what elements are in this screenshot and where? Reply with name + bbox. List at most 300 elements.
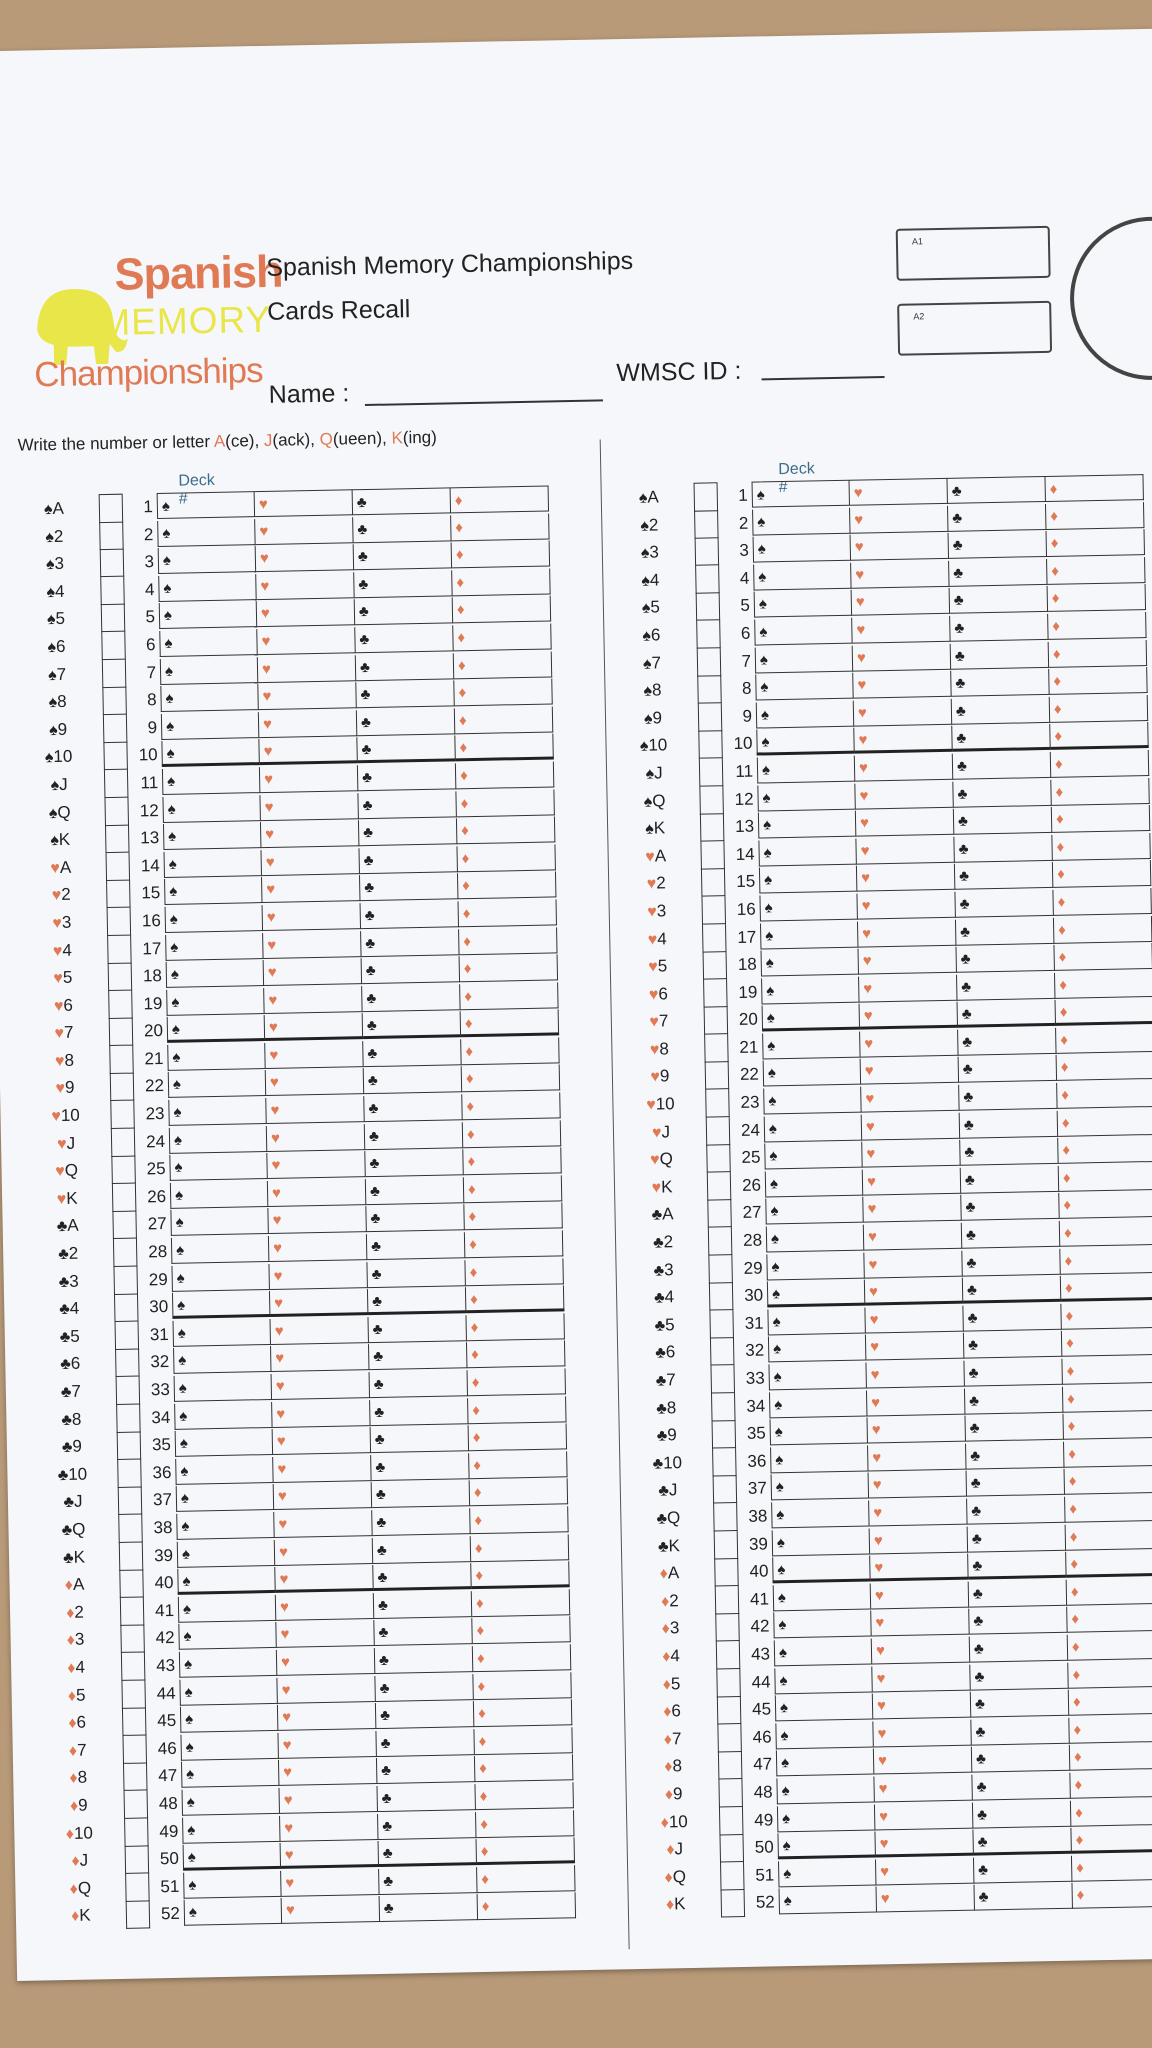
- answer-cell[interactable]: [757, 756, 855, 784]
- answer-cell[interactable]: [873, 1719, 971, 1747]
- answer-cell[interactable]: [257, 600, 355, 628]
- check-box[interactable]: [115, 1321, 140, 1349]
- answer-cell[interactable]: [777, 1832, 875, 1860]
- name-field[interactable]: [365, 399, 603, 406]
- answer-cell[interactable]: [1060, 1247, 1152, 1275]
- answer-cell[interactable]: [947, 476, 1045, 504]
- answer-cell[interactable]: [264, 958, 362, 986]
- answer-cell[interactable]: [853, 671, 951, 699]
- check-box[interactable]: [121, 1652, 146, 1680]
- answer-cell[interactable]: [471, 1534, 569, 1562]
- answer-cell[interactable]: [1065, 1467, 1152, 1495]
- answer-cell[interactable]: [359, 846, 457, 874]
- check-box[interactable]: [118, 1514, 143, 1542]
- answer-cell[interactable]: [873, 1692, 971, 1720]
- check-box[interactable]: [715, 1586, 740, 1614]
- check-box[interactable]: [719, 1834, 744, 1862]
- answer-cell[interactable]: [950, 586, 1048, 614]
- answer-cell[interactable]: [459, 927, 557, 955]
- check-box[interactable]: [703, 951, 728, 979]
- check-box[interactable]: [126, 1901, 151, 1929]
- answer-cell[interactable]: [256, 544, 354, 572]
- answer-cell[interactable]: [968, 1552, 1066, 1580]
- answer-cell[interactable]: [872, 1637, 970, 1665]
- answer-cell[interactable]: [263, 903, 361, 931]
- answer-cell[interactable]: [159, 629, 257, 657]
- answer-cell[interactable]: [457, 844, 555, 872]
- answer-cell[interactable]: [182, 1815, 280, 1843]
- answer-cell[interactable]: [864, 1223, 962, 1251]
- answer-cell[interactable]: [278, 1703, 376, 1731]
- answer-cell[interactable]: [861, 1085, 959, 1113]
- answer-cell[interactable]: [1070, 1743, 1152, 1771]
- answer-cell[interactable]: [1061, 1302, 1152, 1330]
- check-box[interactable]: [99, 521, 124, 549]
- check-box[interactable]: [106, 880, 131, 908]
- answer-cell[interactable]: [969, 1579, 1067, 1607]
- answer-cell[interactable]: [268, 1179, 366, 1207]
- answer-cell[interactable]: [858, 919, 956, 947]
- answer-cell[interactable]: [762, 1004, 860, 1032]
- answer-cell[interactable]: [273, 1427, 371, 1455]
- answer-cell[interactable]: [1072, 1881, 1152, 1909]
- answer-cell[interactable]: [951, 669, 1049, 697]
- answer-cell[interactable]: [963, 1276, 1061, 1304]
- answer-cell[interactable]: [876, 1857, 974, 1885]
- answer-cell[interactable]: [972, 1773, 1070, 1801]
- answer-cell[interactable]: [358, 763, 456, 791]
- answer-cell[interactable]: [262, 875, 360, 903]
- answer-cell[interactable]: [1057, 1053, 1152, 1081]
- answer-cell[interactable]: [865, 1305, 963, 1333]
- answer-cell[interactable]: [374, 1619, 472, 1647]
- answer-cell[interactable]: [160, 657, 258, 685]
- check-box[interactable]: [706, 1144, 731, 1172]
- answer-cell[interactable]: [280, 1814, 378, 1842]
- answer-cell[interactable]: [465, 1258, 563, 1286]
- answer-cell[interactable]: [853, 643, 951, 671]
- answer-cell[interactable]: [266, 1096, 364, 1124]
- answer-cell[interactable]: [776, 1749, 874, 1777]
- answer-cell[interactable]: [460, 955, 558, 983]
- check-box[interactable]: [111, 1128, 136, 1156]
- check-box[interactable]: [713, 1475, 738, 1503]
- answer-cell[interactable]: [474, 1699, 572, 1727]
- answer-cell[interactable]: [851, 561, 949, 589]
- answer-cell[interactable]: [260, 793, 358, 821]
- answer-cell[interactable]: [1069, 1716, 1152, 1744]
- answer-cell[interactable]: [161, 739, 259, 767]
- answer-cell[interactable]: [852, 616, 950, 644]
- answer-cell[interactable]: [179, 1650, 277, 1678]
- answer-cell[interactable]: [758, 838, 856, 866]
- answer-cell[interactable]: [1046, 502, 1144, 530]
- answer-cell[interactable]: [752, 507, 850, 535]
- answer-cell[interactable]: [1071, 1798, 1152, 1826]
- answer-cell[interactable]: [849, 478, 947, 506]
- answer-cell[interactable]: [952, 724, 1050, 752]
- answer-cell[interactable]: [1071, 1826, 1152, 1854]
- answer-cell[interactable]: [764, 1142, 862, 1170]
- check-box[interactable]: [121, 1680, 146, 1708]
- check-box[interactable]: [113, 1239, 138, 1267]
- check-box[interactable]: [697, 675, 722, 703]
- answer-cell[interactable]: [359, 818, 457, 846]
- answer-cell[interactable]: [1064, 1440, 1152, 1468]
- answer-cell[interactable]: [183, 1871, 281, 1899]
- answer-cell[interactable]: [955, 890, 1053, 918]
- check-box[interactable]: [708, 1255, 733, 1283]
- answer-cell[interactable]: [754, 590, 852, 618]
- check-box[interactable]: [720, 1862, 745, 1890]
- answer-cell[interactable]: [967, 1497, 1065, 1525]
- check-box[interactable]: [107, 908, 132, 936]
- answer-cell[interactable]: [459, 899, 557, 927]
- answer-cell[interactable]: [159, 601, 257, 629]
- check-box[interactable]: [698, 731, 723, 759]
- answer-cell[interactable]: [455, 734, 553, 762]
- answer-cell[interactable]: [866, 1333, 964, 1361]
- answer-cell[interactable]: [956, 945, 1054, 973]
- check-box[interactable]: [701, 868, 726, 896]
- check-box[interactable]: [705, 1062, 730, 1090]
- answer-cell[interactable]: [353, 487, 451, 515]
- check-box[interactable]: [122, 1735, 147, 1763]
- answer-cell[interactable]: [974, 1855, 1072, 1883]
- answer-cell[interactable]: [367, 1260, 465, 1288]
- answer-cell[interactable]: [865, 1278, 963, 1306]
- check-box[interactable]: [704, 1034, 729, 1062]
- answer-cell[interactable]: [467, 1341, 565, 1369]
- answer-cell[interactable]: [265, 1041, 363, 1069]
- answer-cell[interactable]: [275, 1538, 373, 1566]
- answer-cell[interactable]: [949, 531, 1047, 559]
- answer-cell[interactable]: [370, 1398, 468, 1426]
- check-box[interactable]: [123, 1763, 148, 1791]
- answer-cell[interactable]: [1056, 1026, 1152, 1054]
- answer-cell[interactable]: [761, 949, 859, 977]
- answer-cell[interactable]: [1049, 640, 1147, 668]
- answer-cell[interactable]: [948, 504, 1046, 532]
- answer-cell[interactable]: [1061, 1274, 1152, 1302]
- check-box[interactable]: [114, 1294, 139, 1322]
- answer-cell[interactable]: [355, 625, 453, 653]
- answer-cell[interactable]: [168, 1098, 266, 1126]
- answer-cell[interactable]: [851, 533, 949, 561]
- check-box[interactable]: [702, 924, 727, 952]
- answer-cell[interactable]: [1066, 1550, 1152, 1578]
- answer-cell[interactable]: [368, 1287, 466, 1315]
- answer-cell[interactable]: [377, 1756, 475, 1784]
- answer-cell[interactable]: [363, 1039, 461, 1067]
- answer-cell[interactable]: [1057, 1081, 1152, 1109]
- answer-cell[interactable]: [165, 933, 263, 961]
- answer-cell[interactable]: [753, 535, 851, 563]
- answer-cell[interactable]: [856, 836, 954, 864]
- answer-cell[interactable]: [469, 1451, 567, 1479]
- answer-cell[interactable]: [1052, 833, 1150, 861]
- answer-cell[interactable]: [471, 1561, 569, 1589]
- answer-cell[interactable]: [360, 874, 458, 902]
- check-box[interactable]: [715, 1613, 740, 1641]
- answer-cell[interactable]: [362, 984, 460, 1012]
- answer-cell[interactable]: [760, 921, 858, 949]
- answer-cell[interactable]: [472, 1589, 570, 1617]
- answer-cell[interactable]: [962, 1221, 1060, 1249]
- answer-cell[interactable]: [756, 728, 854, 756]
- answer-cell[interactable]: [278, 1731, 376, 1759]
- check-box[interactable]: [115, 1349, 140, 1377]
- check-box[interactable]: [125, 1846, 150, 1874]
- check-box[interactable]: [695, 565, 720, 593]
- check-box[interactable]: [706, 1117, 731, 1145]
- answer-cell[interactable]: [358, 791, 456, 819]
- answer-cell[interactable]: [356, 653, 454, 681]
- answer-cell[interactable]: [171, 1236, 269, 1264]
- check-box[interactable]: [117, 1432, 142, 1460]
- check-box[interactable]: [719, 1807, 744, 1835]
- answer-cell[interactable]: [858, 947, 956, 975]
- answer-cell[interactable]: [759, 866, 857, 894]
- answer-cell[interactable]: [954, 807, 1052, 835]
- answer-cell[interactable]: [763, 1087, 861, 1115]
- answer-cell[interactable]: [272, 1400, 370, 1428]
- answer-cell[interactable]: [1062, 1329, 1152, 1357]
- answer-cell[interactable]: [1060, 1219, 1152, 1247]
- answer-cell[interactable]: [263, 931, 361, 959]
- answer-cell[interactable]: [875, 1830, 973, 1858]
- answer-cell[interactable]: [765, 1197, 863, 1225]
- check-box[interactable]: [109, 1045, 134, 1073]
- answer-cell[interactable]: [267, 1124, 365, 1152]
- answer-cell[interactable]: [959, 1083, 1057, 1111]
- answer-cell[interactable]: [766, 1252, 864, 1280]
- answer-cell[interactable]: [468, 1368, 566, 1396]
- answer-cell[interactable]: [258, 655, 356, 683]
- answer-cell[interactable]: [453, 596, 551, 624]
- answer-cell[interactable]: [379, 1867, 477, 1895]
- answer-cell[interactable]: [365, 1122, 463, 1150]
- answer-cell[interactable]: [167, 1015, 265, 1043]
- answer-cell[interactable]: [960, 1138, 1058, 1166]
- answer-cell[interactable]: [281, 1841, 379, 1869]
- answer-cell[interactable]: [478, 1893, 576, 1921]
- answer-cell[interactable]: [765, 1169, 863, 1197]
- answer-cell[interactable]: [759, 894, 857, 922]
- check-box[interactable]: [101, 632, 126, 660]
- answer-cell[interactable]: [1054, 915, 1152, 943]
- answer-cell[interactable]: [157, 491, 255, 519]
- answer-cell[interactable]: [470, 1479, 568, 1507]
- answer-cell[interactable]: [871, 1609, 969, 1637]
- check-box[interactable]: [718, 1751, 743, 1779]
- answer-cell[interactable]: [1066, 1522, 1152, 1550]
- check-box[interactable]: [120, 1597, 145, 1625]
- answer-cell[interactable]: [1058, 1109, 1152, 1137]
- answer-cell[interactable]: [960, 1110, 1058, 1138]
- answer-cell[interactable]: [868, 1443, 966, 1471]
- answer-cell[interactable]: [364, 1094, 462, 1122]
- answer-cell[interactable]: [776, 1776, 874, 1804]
- answer-cell[interactable]: [361, 929, 459, 957]
- check-box[interactable]: [704, 1006, 729, 1034]
- answer-cell[interactable]: [364, 1067, 462, 1095]
- answer-cell[interactable]: [1048, 584, 1146, 612]
- answer-cell[interactable]: [767, 1280, 865, 1308]
- answer-cell[interactable]: [968, 1524, 1066, 1552]
- answer-cell[interactable]: [850, 505, 948, 533]
- answer-cell[interactable]: [173, 1346, 271, 1374]
- answer-cell[interactable]: [974, 1883, 1072, 1911]
- answer-cell[interactable]: [175, 1429, 273, 1457]
- answer-cell[interactable]: [954, 835, 1052, 863]
- answer-cell[interactable]: [265, 1013, 363, 1041]
- answer-cell[interactable]: [773, 1611, 871, 1639]
- check-box[interactable]: [710, 1337, 735, 1365]
- answer-cell[interactable]: [178, 1622, 276, 1650]
- check-box[interactable]: [694, 510, 719, 538]
- answer-cell[interactable]: [871, 1581, 969, 1609]
- check-box[interactable]: [694, 482, 719, 511]
- answer-cell[interactable]: [260, 765, 358, 793]
- total-score-circle[interactable]: [1069, 215, 1152, 381]
- answer-cell[interactable]: [755, 673, 853, 701]
- answer-cell[interactable]: [870, 1526, 968, 1554]
- answer-cell[interactable]: [950, 614, 1048, 642]
- answer-cell[interactable]: [473, 1644, 571, 1672]
- answer-cell[interactable]: [1049, 667, 1147, 695]
- answer-cell[interactable]: [372, 1508, 470, 1536]
- answer-cell[interactable]: [755, 645, 853, 673]
- answer-cell[interactable]: [855, 754, 953, 782]
- check-box[interactable]: [124, 1790, 149, 1818]
- answer-cell[interactable]: [855, 781, 953, 809]
- answer-cell[interactable]: [371, 1453, 469, 1481]
- answer-cell[interactable]: [771, 1473, 869, 1501]
- answer-cell[interactable]: [1056, 998, 1152, 1026]
- answer-cell[interactable]: [279, 1786, 377, 1814]
- answer-cell[interactable]: [363, 1012, 461, 1040]
- answer-cell[interactable]: [1070, 1771, 1152, 1799]
- answer-cell[interactable]: [457, 817, 555, 845]
- answer-cell[interactable]: [775, 1721, 873, 1749]
- answer-cell[interactable]: [463, 1120, 561, 1148]
- answer-cell[interactable]: [160, 684, 258, 712]
- answer-cell[interactable]: [267, 1151, 365, 1179]
- answer-cell[interactable]: [366, 1205, 464, 1233]
- answer-cell[interactable]: [957, 973, 1055, 1001]
- answer-cell[interactable]: [379, 1839, 477, 1867]
- answer-cell[interactable]: [184, 1898, 282, 1926]
- check-box[interactable]: [116, 1404, 141, 1432]
- check-box[interactable]: [110, 1073, 135, 1101]
- check-box[interactable]: [120, 1625, 145, 1653]
- answer-cell[interactable]: [953, 779, 1051, 807]
- answer-cell[interactable]: [460, 982, 558, 1010]
- answer-cell[interactable]: [874, 1747, 972, 1775]
- answer-cell[interactable]: [862, 1140, 960, 1168]
- answer-cell[interactable]: [958, 1028, 1056, 1056]
- answer-cell[interactable]: [463, 1148, 561, 1176]
- answer-cell[interactable]: [261, 820, 359, 848]
- check-box[interactable]: [712, 1420, 737, 1448]
- check-box[interactable]: [104, 770, 129, 798]
- check-box[interactable]: [710, 1365, 735, 1393]
- check-box[interactable]: [716, 1641, 741, 1669]
- answer-cell[interactable]: [1045, 474, 1143, 502]
- check-box[interactable]: [113, 1266, 138, 1294]
- check-box[interactable]: [709, 1282, 734, 1310]
- answer-cell[interactable]: [175, 1457, 273, 1485]
- answer-cell[interactable]: [355, 598, 453, 626]
- answer-cell[interactable]: [863, 1195, 961, 1223]
- check-box[interactable]: [119, 1570, 144, 1598]
- answer-cell[interactable]: [475, 1782, 573, 1810]
- answer-cell[interactable]: [961, 1193, 1059, 1221]
- check-box[interactable]: [108, 990, 133, 1018]
- check-box[interactable]: [103, 714, 128, 742]
- answer-cell[interactable]: [180, 1705, 278, 1733]
- score-box-a2[interactable]: [897, 301, 1052, 356]
- answer-cell[interactable]: [276, 1593, 374, 1621]
- answer-cell[interactable]: [452, 568, 550, 596]
- answer-cell[interactable]: [372, 1481, 470, 1509]
- answer-cell[interactable]: [454, 679, 552, 707]
- check-box[interactable]: [102, 687, 127, 715]
- answer-cell[interactable]: [1059, 1191, 1152, 1219]
- answer-cell[interactable]: [170, 1181, 268, 1209]
- answer-cell[interactable]: [266, 1069, 364, 1097]
- check-box[interactable]: [696, 593, 721, 621]
- answer-cell[interactable]: [361, 901, 459, 929]
- answer-cell[interactable]: [357, 708, 455, 736]
- answer-cell[interactable]: [770, 1445, 868, 1473]
- answer-cell[interactable]: [868, 1416, 966, 1444]
- answer-cell[interactable]: [179, 1677, 277, 1705]
- answer-cell[interactable]: [275, 1565, 373, 1593]
- score-box-a1[interactable]: [896, 226, 1051, 281]
- check-box[interactable]: [699, 786, 724, 814]
- answer-cell[interactable]: [949, 559, 1047, 587]
- answer-cell[interactable]: [1067, 1605, 1152, 1633]
- answer-cell[interactable]: [763, 1059, 861, 1087]
- answer-cell[interactable]: [380, 1894, 478, 1922]
- check-box[interactable]: [709, 1310, 734, 1338]
- answer-cell[interactable]: [861, 1057, 959, 1085]
- answer-cell[interactable]: [171, 1264, 269, 1292]
- answer-cell[interactable]: [180, 1733, 278, 1761]
- check-box[interactable]: [708, 1227, 733, 1255]
- answer-cell[interactable]: [1063, 1384, 1152, 1412]
- answer-cell[interactable]: [961, 1166, 1059, 1194]
- answer-cell[interactable]: [973, 1800, 1071, 1828]
- answer-cell[interactable]: [181, 1760, 279, 1788]
- answer-cell[interactable]: [1050, 722, 1148, 750]
- check-box[interactable]: [104, 797, 129, 825]
- answer-cell[interactable]: [461, 1010, 559, 1038]
- answer-cell[interactable]: [774, 1666, 872, 1694]
- answer-cell[interactable]: [1054, 943, 1152, 971]
- answer-cell[interactable]: [969, 1607, 1067, 1635]
- answer-cell[interactable]: [774, 1638, 872, 1666]
- check-box[interactable]: [717, 1696, 742, 1724]
- answer-cell[interactable]: [158, 574, 256, 602]
- answer-cell[interactable]: [362, 956, 460, 984]
- answer-cell[interactable]: [772, 1528, 870, 1556]
- check-box[interactable]: [698, 703, 723, 731]
- answer-cell[interactable]: [261, 848, 359, 876]
- answer-cell[interactable]: [1048, 612, 1146, 640]
